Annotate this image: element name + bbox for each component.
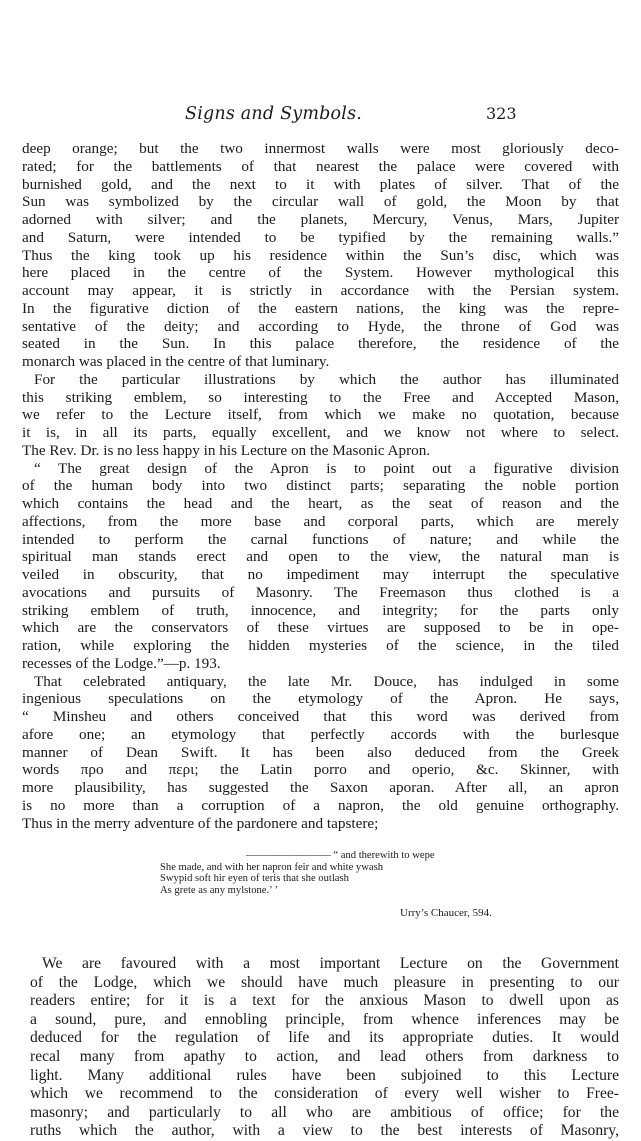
text-line: recesses of the Lodge.”—p. 193. — [22, 654, 221, 672]
text-line: The Rev. Dr. is no less happy in his Lecture on the Masonic Apron. — [22, 441, 431, 459]
ballad-line: As grete as any mylstone.’ ’ — [160, 884, 279, 896]
text-line: spiritual man stands erect and open to the view, the natural man is — [22, 548, 619, 566]
text-line: more plausibility, has suggested the Saxon aporan. After all, an apron — [22, 779, 619, 796]
text-line: of the human body into two distinct parts; separating the noble portion — [22, 477, 619, 495]
text-line: ingenious speculations on the etymology of the Apron. He says, — [22, 690, 619, 708]
text-line: a sound, pure, and ennobling principle, from whence inferences may be — [30, 1010, 619, 1028]
text-line: seated in the Sun. In this palace therefore, the residence of the — [22, 335, 619, 353]
text-line: this striking emblem, so interesting to the Free and Accepted Mason, — [22, 388, 619, 406]
text-line: recal many from apathy to action, and lead others from darkness to — [30, 1047, 619, 1065]
text-line: it is, in all its parts, equally excellent, and we know not where to select. — [22, 424, 619, 441]
text-line: Thus in the merry adventure of the pardonere and tapstere; — [22, 814, 379, 832]
text-line: afore one; an etymology that perfectly accords with the burlesque — [22, 725, 619, 743]
ballad-line: She made, and with her napron feir and white ywash — [160, 861, 383, 873]
ballad-line: ———————— “ and therewith to wepe — [246, 850, 435, 861]
ballad-line: Swypid soft hir eyen of teris that she outlash — [160, 873, 349, 885]
text-line: intended to perform the carnal functions of nature; and while the — [22, 530, 619, 548]
text-line: which are the conservators of these virtues are supposed to be in ope- — [22, 619, 619, 637]
text-line: monarch was placed in the centre of that luminary. — [22, 353, 330, 370]
text-line: we refer to the Lecture itself, from which we make no quotation, because — [22, 406, 619, 424]
text-line: “ The great design of the Apron is to point out a figurative division — [34, 459, 619, 477]
text-line: ruths which the author, with a view to the best interests of Masonry, — [30, 1122, 619, 1140]
text-line: words πρo and περι; the Latin porro and operio, &c. Skinner, with — [22, 761, 619, 779]
text-line: For the particular illustrations by which the author has illuminated — [34, 370, 619, 388]
text-line: which contains the head and the heart, as the seat of reason and the — [22, 495, 619, 512]
body-text-continued — [30, 955, 619, 1141]
text-line: “ Minsheu and others conceived that this word was derived from — [22, 708, 619, 725]
text-line: rated; for the battlements of that nearest the palace were covered with — [22, 157, 619, 175]
text-line: veiled in obscurity, that no impediment may interrupt the speculative — [22, 566, 619, 583]
page-header — [0, 104, 641, 128]
text-line: account may appear, it is strictly in accordance with the Persian system. — [22, 282, 619, 299]
text-line: readers entire; for it is a text for the anxious Mason to dwell upon as — [30, 992, 619, 1010]
text-line: deduced for the regulation of life and its appropriate duties. It would — [30, 1029, 619, 1047]
text-line: striking emblem of truth, innocence, and integrity; for the parts only — [22, 601, 619, 619]
text-line: Sun was symbolized by the circular wall of gold, the Moon by that — [22, 193, 619, 211]
text-line: deep orange; but the two innermost walls were most gloriously deco- — [22, 140, 619, 157]
text-line: avocations and pursuits of Masonry. The Freemason thus clothed is a — [22, 583, 619, 601]
text-line: burnished gold, and the next to it with plates of silver. That of the — [22, 175, 619, 193]
text-line: light. Many additional rules have been subjoined to this Lecture — [30, 1066, 619, 1084]
text-line: is no more than a corruption of a napron, the old genuine orthography. — [22, 796, 619, 814]
text-line: Thus the king took up his residence within the Sun’s disc, which was — [22, 246, 619, 264]
quotation-source: Urry’s Chaucer, 594. — [400, 907, 492, 919]
text-line: here placed in the centre of the System. However mythological this — [22, 264, 619, 282]
text-line: manner of Dean Swift. It has been also deduced from the Greek — [22, 743, 619, 761]
text-line: masonry; and particularly to all who are ambitious of office; for the — [30, 1103, 619, 1121]
text-line: and Saturn, were intended to be typified by the remaining walls.” — [22, 228, 619, 246]
text-line: which we recommend to the consideration of every well wisher to Free- — [30, 1085, 619, 1103]
text-line: affections, from the more base and corporal parts, which are merely — [22, 512, 619, 530]
text-line: That celebrated antiquary, the late Mr. Douce, has indulged in some — [34, 672, 619, 690]
text-line: of the Lodge, which we should have much pleasure in presenting to our — [30, 973, 619, 991]
text-line: sentative of the deity; and according to Hyde, the throne of God was — [22, 317, 619, 335]
page-number: 323 — [486, 104, 517, 123]
text-line: In the figurative diction of the eastern nations, the king was the repre- — [22, 299, 619, 317]
text-line: We are favoured with a most important Lecture on the Government — [42, 955, 619, 972]
text-line: ration, while exploring the hidden mysteries of the science, in the tiled — [22, 637, 619, 654]
running-title: Signs and Symbols. — [185, 104, 363, 124]
text-line: adorned with silver; and the planets, Mercury, Venus, Mars, Jupiter — [22, 211, 619, 228]
body-text — [22, 140, 619, 832]
